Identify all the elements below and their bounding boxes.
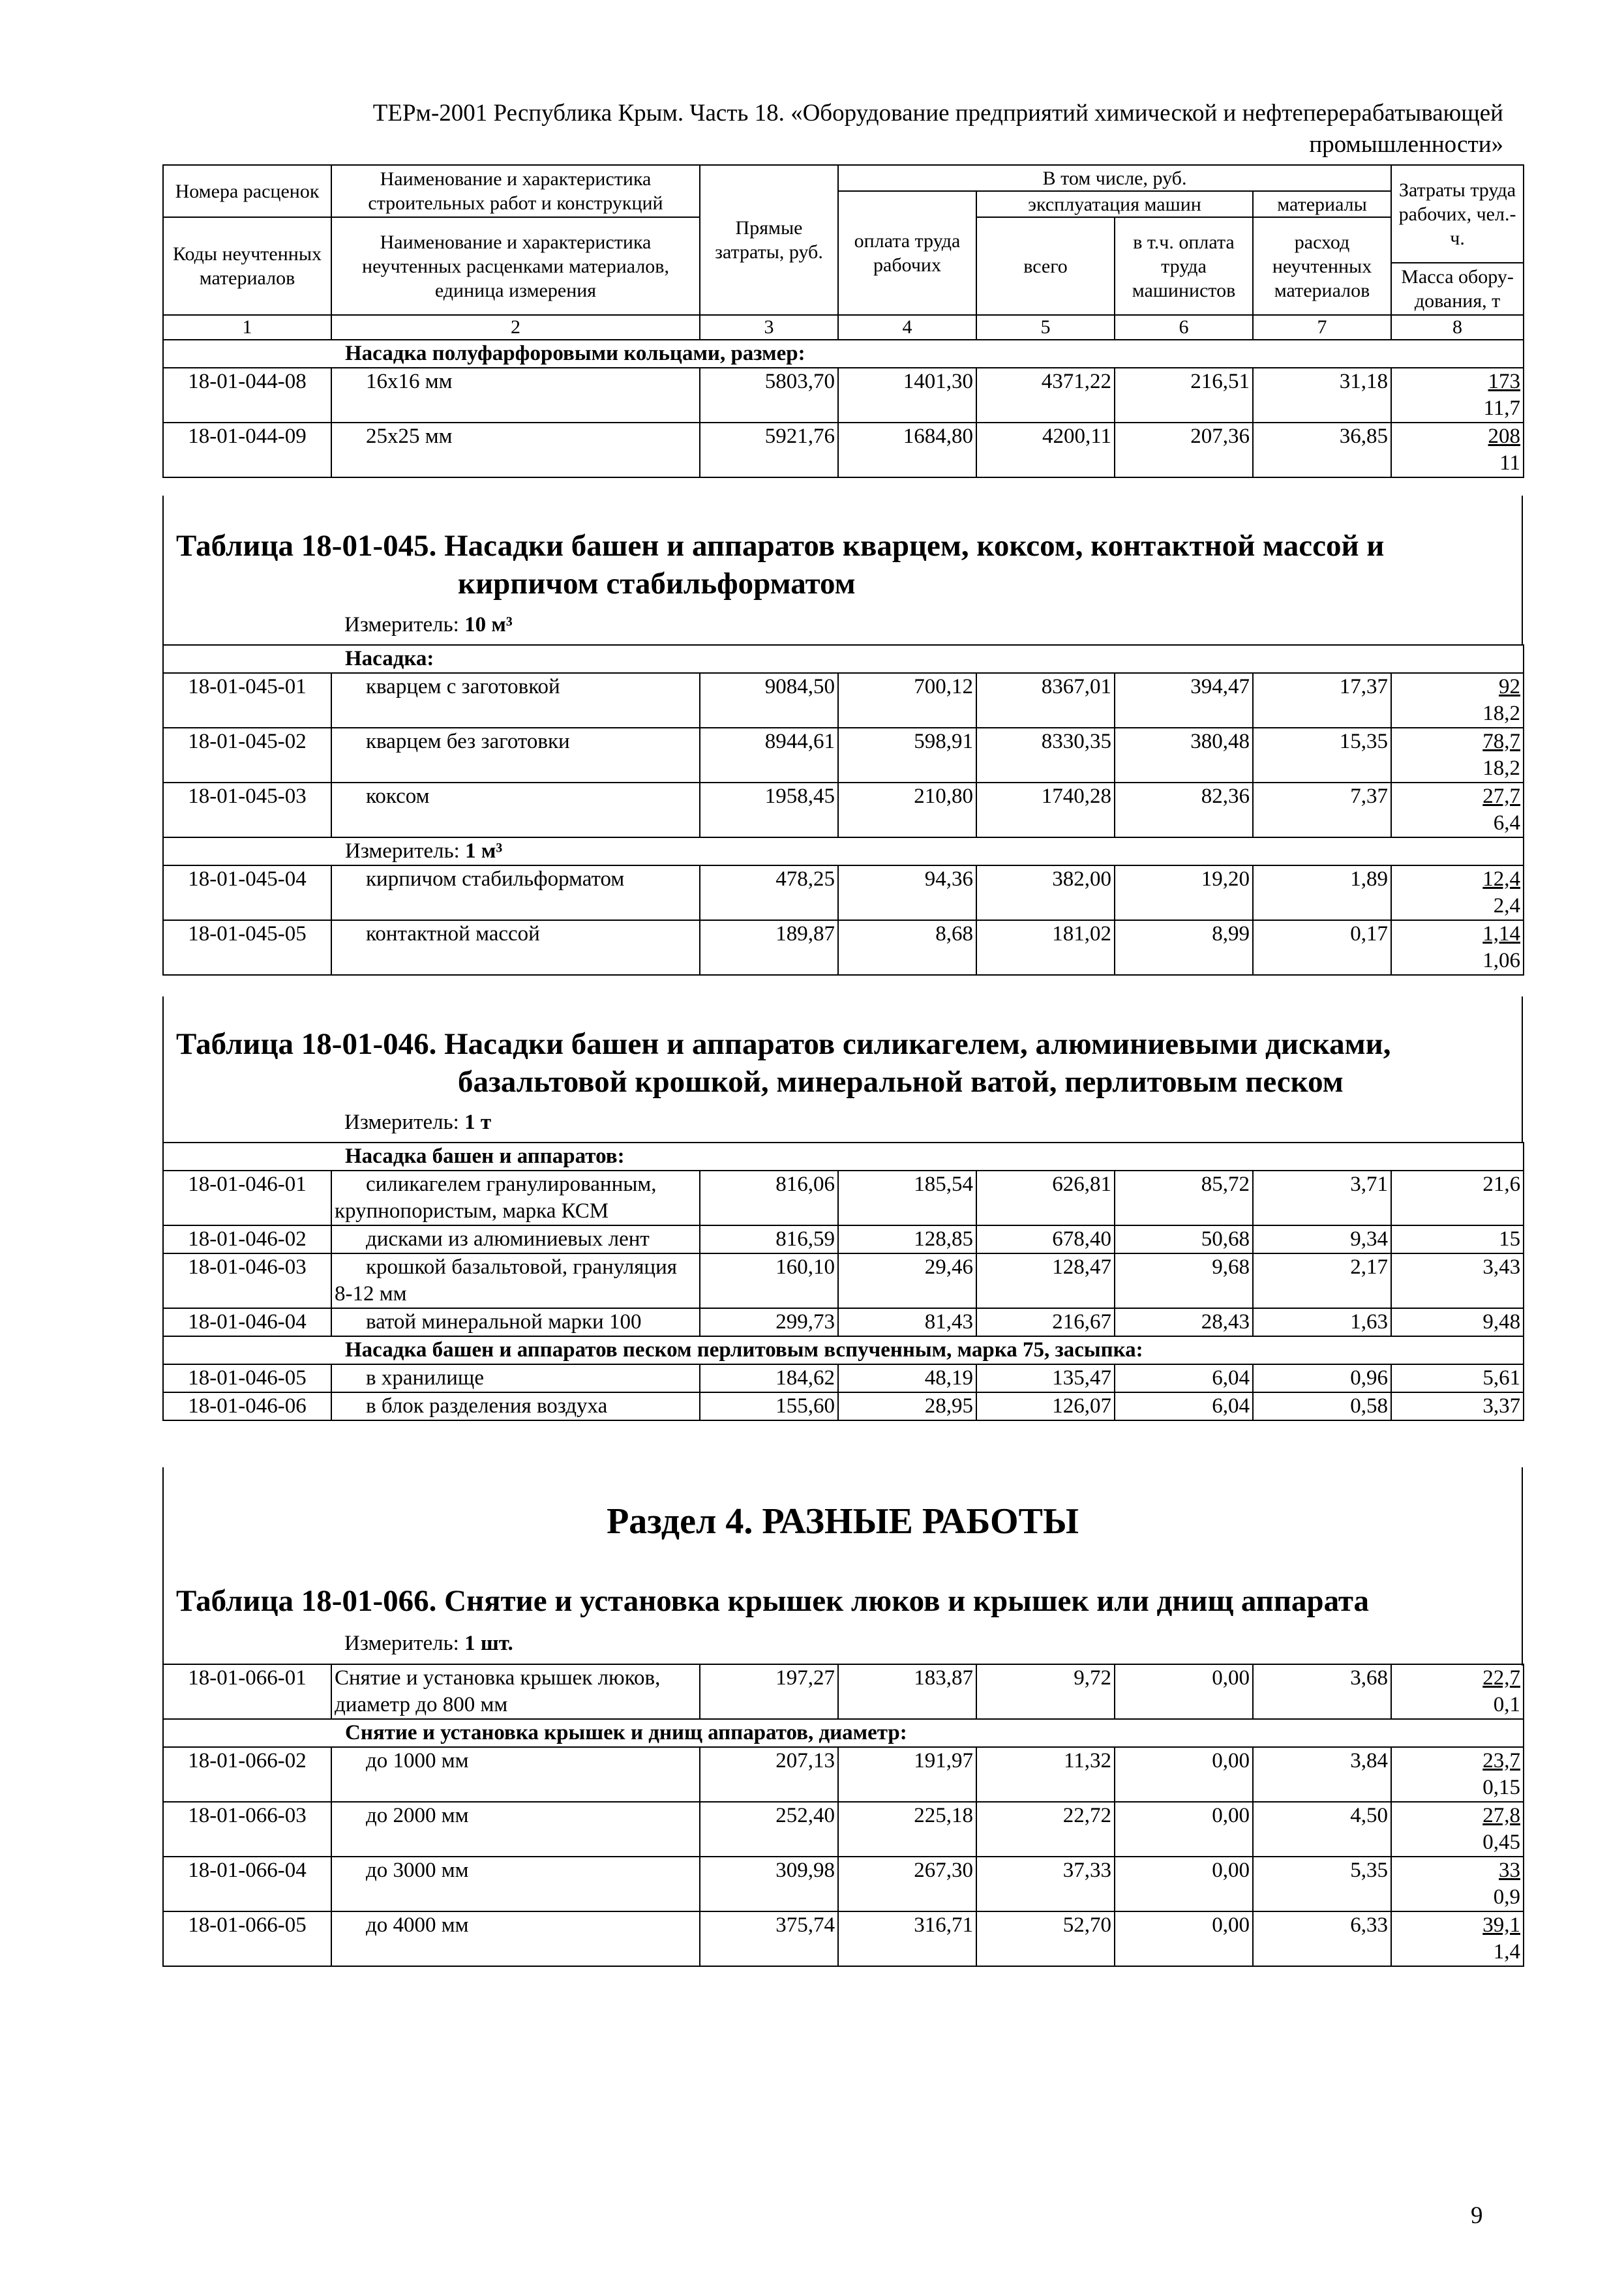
header-line-2: промышленности» bbox=[1309, 131, 1503, 158]
measure-unit-row: Измеритель: 1 м³ bbox=[163, 837, 1524, 865]
table-row: 18-01-045-04 кирпичом стабильформатом 478,25 94,36 382,00 19,20 1,89 12,4 2,4 bbox=[163, 865, 1524, 920]
header-line-1: ТЕРм-2001 Республика Крым. Часть 18. «Оборудование предприятий химической и нефтеперерабатывающей bbox=[372, 100, 1503, 127]
col-header-machines: эксплуатация машин bbox=[976, 191, 1253, 217]
col-header-machines-total: всего bbox=[976, 217, 1115, 315]
col-header-direct-costs: Прямые затраты, руб. bbox=[700, 165, 838, 315]
section-row: Насадка полуфарфоровыми кольцами, размер: bbox=[163, 340, 1524, 368]
table-row: 18-01-046-01 силикагелем гранулированным, крупнопористым, марка КСМ 816,06 185,54 626,81 85,72 3,71 21,6 bbox=[163, 1171, 1524, 1225]
rates-table-046 bbox=[162, 1142, 1524, 1421]
col-header-group: В том числе, руб. bbox=[838, 165, 1391, 191]
col-header-materials: материалы bbox=[1253, 191, 1391, 217]
section-row: Насадка башен и аппаратов песком перлитовым вспученным, марка 75, засыпка: bbox=[163, 1336, 1524, 1364]
table-row: 18-01-044-09 25х25 мм 5921,76 1684,80 4200,11 207,36 36,85 208 11 bbox=[163, 423, 1524, 477]
col-header-materials-name: Наименование и характеристика неучтенных расценками материалов, единица измерения bbox=[331, 217, 700, 315]
section-row: Снятие и установка крышек и днищ аппаратов, диаметр: bbox=[163, 1719, 1524, 1747]
column-numbers-row: 1 2 3 4 5 6 7 8 bbox=[163, 315, 1524, 340]
rates-table-066 bbox=[162, 1664, 1524, 1967]
table-row: 18-01-045-03 коксом 1958,45 210,80 1740,28 82,36 7,37 27,7 6,4 bbox=[163, 783, 1524, 837]
rates-table-044 bbox=[162, 164, 1524, 478]
table-row: 18-01-066-05 до 4000 мм 375,74 316,71 52,70 0,00 6,33 39,1 1,4 bbox=[163, 1911, 1524, 1966]
section-row: Насадка башен и аппаратов: bbox=[163, 1143, 1524, 1171]
table-row: 18-01-045-02 кварцем без заготовки 8944,61 598,91 8330,35 380,48 15,35 78,7 18,2 bbox=[163, 728, 1524, 783]
table-row: 18-01-046-06 в блок разделения воздуха 155,60 28,95 126,07 6,04 0,58 3,37 bbox=[163, 1392, 1524, 1420]
table-row: 18-01-066-01 Снятие и установка крышек люков, диаметр до 800 мм 197,27 183,87 9,72 0,00 3,68 22,7 0,1 bbox=[163, 1664, 1524, 1719]
page-header bbox=[163, 98, 1503, 160]
table-row: 18-01-046-05 в хранилище 184,62 48,19 135,47 6,04 0,96 5,61 bbox=[163, 1364, 1524, 1392]
col-header-unaccounted-materials: расход неучтенных материалов bbox=[1253, 217, 1391, 315]
table-row: 18-01-066-03 до 2000 мм 252,40 225,18 22,72 0,00 4,50 27,8 0,45 bbox=[163, 1802, 1524, 1857]
table-row: 18-01-046-04 ватой минеральной марки 100 299,73 81,43 216,67 28,43 1,63 9,48 bbox=[163, 1308, 1524, 1336]
table-row: 18-01-045-05 контактной массой 189,87 8,68 181,02 8,99 0,17 1,14 1,06 bbox=[163, 920, 1524, 975]
table-046-title: Таблица 18-01-046. Насадки башен и аппаратов силикагелем, алюминиевыми дисками, базальтовой крошкой, минеральной ватой, перлитовым песком bbox=[176, 1027, 1391, 1099]
col-header-labor-pay: оплата труда рабочих bbox=[838, 191, 976, 315]
col-header-operators-pay: в т.ч. оплата труда машинистов bbox=[1115, 217, 1253, 315]
table-row: 18-01-046-03 крошкой базальтовой, грануляция 8-12 мм 160,10 29,46 128,47 9,68 2,17 3,43 bbox=[163, 1253, 1524, 1308]
table-066-title: Таблица 18-01-066. Снятие и установка крышек люков и крышек или днищ аппарата bbox=[176, 1584, 1370, 1618]
rates-table-045 bbox=[162, 644, 1524, 976]
table-row: 18-01-046-02 дисками из алюминиевых лент 816,59 128,85 678,40 50,68 9,34 15 bbox=[163, 1225, 1524, 1253]
section-4-title: Раздел 4. РАЗНЫЕ РАБОТЫ bbox=[607, 1501, 1079, 1542]
page-number: 9 bbox=[1471, 2202, 1483, 2229]
table-045-title: Таблица 18-01-045. Насадки башен и аппаратов кварцем, коксом, контактной массой и кирпичом стабильформатом bbox=[176, 529, 1385, 601]
col-header-codes: Коды неучтенных материалов bbox=[163, 217, 331, 315]
measure-unit-066: Измеритель: 1 шт. bbox=[344, 1632, 513, 1655]
col-header-labor-hours: Затраты труда рабочих, чел.-ч. bbox=[1391, 165, 1524, 263]
measure-unit-045: Измеритель: 10 м³ bbox=[344, 613, 513, 636]
col-header-work-name: Наименование и характеристика строительных работ и конструкций bbox=[331, 165, 700, 217]
section-row: Насадка: bbox=[163, 645, 1524, 673]
col-header-rate-number: Номера расценок bbox=[163, 165, 331, 217]
measure-unit-046: Измеритель: 1 т bbox=[344, 1111, 492, 1134]
table-row: 18-01-044-08 16х16 мм 5803,70 1401,30 4371,22 216,51 31,18 173 11,7 bbox=[163, 368, 1524, 423]
col-header-equipment-mass: Масса обору-дования, т bbox=[1391, 263, 1524, 315]
table-row: 18-01-066-02 до 1000 мм 207,13 191,97 11,32 0,00 3,84 23,7 0,15 bbox=[163, 1747, 1524, 1802]
table-row: 18-01-066-04 до 3000 мм 309,98 267,30 37,33 0,00 5,35 33 0,9 bbox=[163, 1857, 1524, 1911]
table-row: 18-01-045-01 кварцем с заготовкой 9084,50 700,12 8367,01 394,47 17,37 92 18,2 bbox=[163, 673, 1524, 728]
